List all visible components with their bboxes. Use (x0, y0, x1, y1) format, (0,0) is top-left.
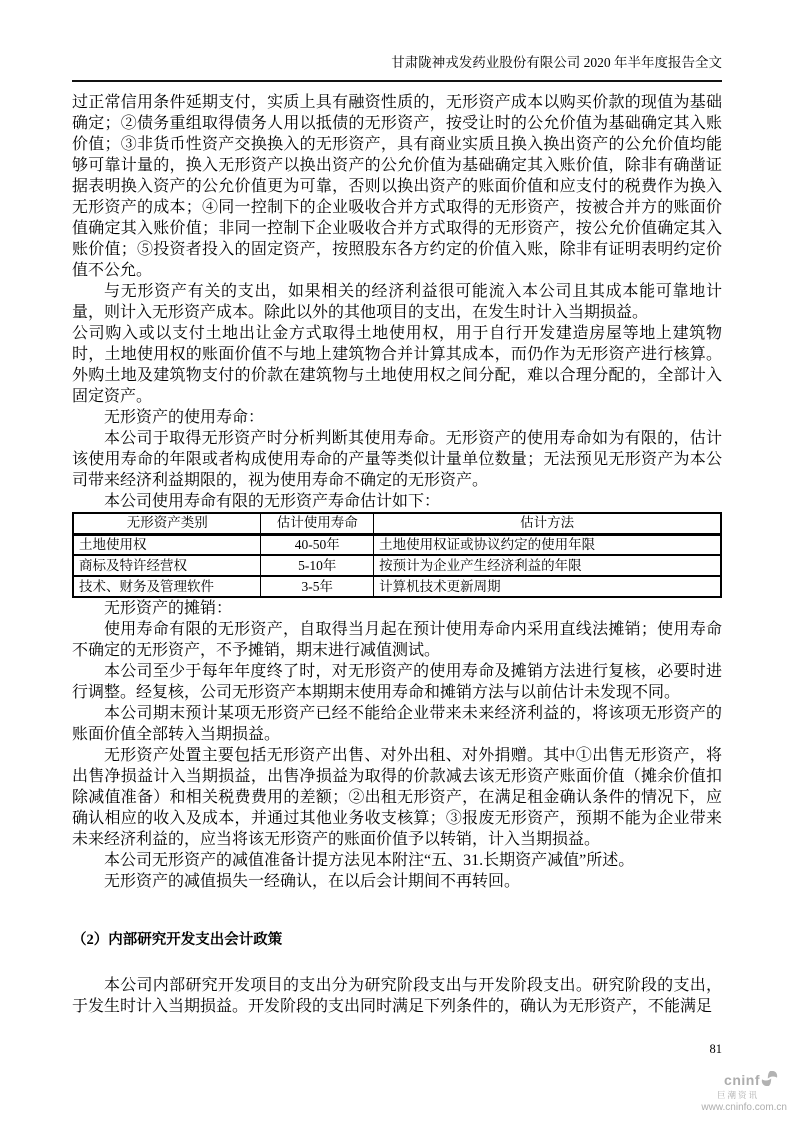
header-cell-category: 无形资产类别 (73, 513, 261, 534)
cell-category: 技术、财务及管理软件 (73, 576, 261, 597)
table-row (73, 534, 721, 555)
paragraph-amortization-method: 使用寿命有限的无形资产，自取得当月起在预计使用寿命内采用直线法摊销；使用寿命不确定的无形资产，不予摊销，期末进行减值测试。 (72, 621, 722, 659)
paragraph-land-use-right: 公司购入或以支付土地出让金方式取得土地使用权，用于自行开发建造房屋等地上建筑物时，土地使用权的账面价值不与地上建筑物合并计算其成本，而仍作为无形资产进行核算。外购土地及建筑物支付的价款在建筑物与土地使用权之间分配，难以合理分配的，全部计入固定资产。 (72, 325, 722, 405)
paragraph-useful-life-judgement: 本公司于取得无形资产时分析判断其使用寿命。无形资产的使用寿命如为有限的，估计该使用寿命的年限或者构成使用寿命的产量等类似计量单位数量；无法预见无形资产为本公司带来经济利益期限的，视为使用寿命不确定的无形资产。 (72, 430, 722, 489)
header-cell-method: 估计方法 (374, 513, 721, 534)
paragraph-useful-life-title: 无形资产的使用寿命： (104, 409, 265, 426)
paragraph-annual-review: 本公司至少于每年年度终了时，对无形资产的使用寿命及摊销方法进行复核，必要时进行调整。经复核，公司无形资产本期期末使用寿命和摊销方法与以前估计未发现不同。 (72, 663, 722, 701)
paragraph-no-future-benefit: 本公司期末预计某项无形资产已经不能给企业带来未来经济利益的，将该项无形资产的账面价值全部转入当期损益。 (72, 705, 722, 743)
cell-category: 土地使用权 (73, 534, 261, 555)
cell-category: 商标及特许经营权 (73, 555, 261, 576)
cell-method: 土地使用权证或协议约定的使用年限 (374, 534, 721, 555)
cninfo-swirl-icon (761, 1071, 778, 1089)
paragraph-acquisition-continuation: 过正常信用条件延期支付，实质上具有融资性质的，无形资产成本以购买价款的现值为基础确定；②债务重组取得债务人用以抵债的无形资产，按受让时的公允价值为基础确定其入账价值；③非货币性资产交换换入的无形资产，具有商业实质且换入换出资产的公允价值均能够可靠计量的，换入无形资产以换出资产的公允价值为基础确定其入账价值，除非有确凿证据表明换入资产的公允价值更为可靠，否则以换出资产的账面价值和应支付的税费作为换入无形资产的成本；④同一控制下的企业吸收合并方式取得的无形资产，按被合并方的账面价值确定其入账价值；非同一控制下企业吸收合并方式取得的无形资产，按公允价值确定其入账价值；⑤投资者投入的固定资产，按照股东各方约定的价值入账，除非有证明表明约定价值不公允。 (72, 94, 722, 279)
table-header-row (73, 513, 721, 534)
paragraph-impairment-reference: 本公司无形资产的减值准备计提方法见本附注“五、31.长期资产减值”所述。 (104, 852, 635, 869)
cninfo-logo (677, 1071, 789, 1113)
paragraph-impairment-no-reversal: 无形资产的减值损失一经确认，在以后会计期间不再转回。 (104, 873, 521, 890)
cell-method: 按预计为企业产生经济利益的年限 (374, 555, 721, 576)
cell-method: 计算机技术更新周期 (374, 576, 721, 597)
cell-life: 40-50年 (261, 534, 374, 555)
paragraph-table-intro: 本公司使用寿命有限的无形资产寿命估计如下： (104, 493, 441, 510)
cell-life: 3-5年 (261, 576, 374, 597)
table-row (73, 555, 721, 576)
cninfo-logo-url: www.cninfo.com.cn (701, 1102, 787, 1113)
cninfo-logo-row (677, 1071, 778, 1089)
paragraph-rd-expenditure: 本公司内部研究开发项目的支出分为研究阶段支出与开发阶段支出。研究阶段的支出，于发生时计入当期损益。开发阶段的支出同时满足下列条件的，确认为无形资产，不能满足 (72, 977, 722, 1015)
header-title: 甘肃陇神戎发药业股份有限公司 2020 年半年度报告全文 (391, 55, 722, 70)
paragraph-disposal: 无形资产处置主要包括无形资产出售、对外出租、对外捐赠。其中①出售无形资产，将出售净损益计入当期损益，出售净损益为取得的价款减去该无形资产账面价值（摊余价值扣除减值准备）和相关税费费用的差额；②出租无形资产，在满足租金确认条件的情况下，应确认相应的收入及成本，并通过其他业务收支核算；③报废无形资产，预期不能为企业带来未来经济利益的，应当将该无形资产的账面价值予以转销，计入当期损益。 (72, 747, 722, 848)
useful-life-table (72, 512, 722, 598)
table-row (73, 576, 721, 597)
cninfo-logo-chinese: 巨潮资讯 (716, 1090, 759, 1100)
paragraph-related-expenditure: 与无形资产有关的支出，如果相关的经济利益很可能流入本公司且其成本能可靠地计量，则计入无形资产成本。除此以外的其他项目的支出，在发生时计入当期损益。 (72, 283, 722, 321)
section-heading-rd-policy: （2）内部研究开发支出会计政策 (72, 932, 283, 948)
cell-life: 5-10年 (261, 555, 374, 576)
report-header (72, 54, 722, 82)
header-cell-life: 估计使用寿命 (261, 513, 374, 534)
document-body (72, 92, 722, 1017)
paragraph-amortization-title: 无形资产的摊销： (104, 600, 233, 617)
cninfo-logo-text: cninf (724, 1072, 760, 1088)
page-number: 81 (709, 1042, 722, 1056)
